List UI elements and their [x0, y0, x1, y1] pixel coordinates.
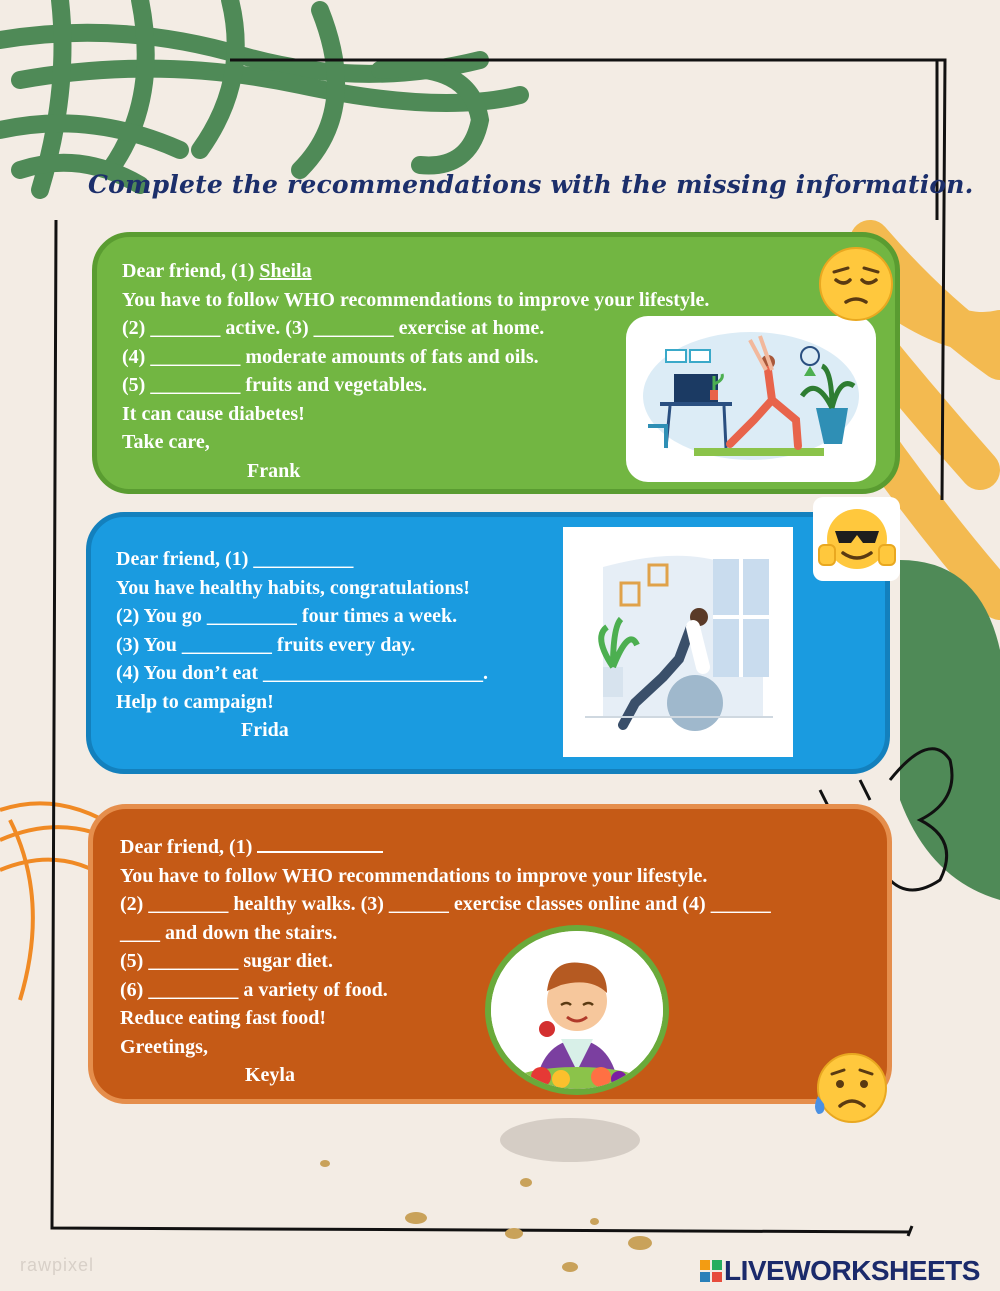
- card-line: (5) _________ fruits and vegetables.: [122, 374, 427, 396]
- card-line: You have healthy habits, congratulations!: [116, 576, 470, 599]
- card-greeting: Dear friend, (1): [120, 833, 887, 862]
- card-signature: Frank: [247, 459, 301, 482]
- card-line: (6) _________ a variety of food.: [120, 978, 388, 1001]
- card-line: (3) You _________ fruits every day.: [116, 633, 416, 656]
- crumb-decoration: [520, 1178, 532, 1187]
- liveworksheets-logo-icon: [700, 1257, 722, 1279]
- crumb-decoration: [405, 1212, 427, 1224]
- card-line: ____ and down the stairs.: [120, 921, 338, 944]
- crumb-decoration: [320, 1160, 330, 1167]
- answer-blank-1[interactable]: [257, 833, 383, 853]
- crumb-decoration: [628, 1236, 652, 1250]
- card-line: You have to follow WHO recommendations to improve your lifestyle.: [120, 864, 708, 887]
- card-line: You have to follow WHO recommendations to improve your lifestyle.: [122, 288, 710, 311]
- crumb-decoration: [562, 1262, 578, 1272]
- cool-thumbs-up-face-icon: [813, 497, 900, 581]
- liveworksheets-brand-text: LIVEWORKSHEETS: [724, 1255, 980, 1286]
- rawpixel-watermark: rawpixel: [20, 1255, 95, 1275]
- card-greeting: Dear friend, (1) __________: [116, 548, 354, 570]
- crumb-decoration: [505, 1228, 523, 1239]
- card-line: Help to campaign!: [116, 690, 274, 713]
- man-on-ball-image: [563, 527, 793, 757]
- recommendation-card-keyla: [88, 804, 892, 1104]
- card-line: (4) You don’t eat ______________________.: [116, 662, 489, 684]
- pensive-face-icon: [818, 246, 894, 327]
- card-signature: Keyla: [245, 1064, 295, 1086]
- card-line: (2) You go _________ four times a week.: [116, 605, 458, 627]
- crumb-decoration: [590, 1218, 599, 1225]
- instructions-title: Complete the recommendations with the missing information.: [88, 170, 974, 199]
- woman-exercising-image: [626, 316, 876, 482]
- card-line: (5) _________ sugar diet.: [120, 950, 333, 972]
- liveworksheets-logo[interactable]: [700, 1255, 980, 1287]
- card-line: (2) ________ healthy walks. (3) ______ exercise classes online and (4) ______: [120, 893, 771, 915]
- card-line: Greetings,: [120, 1035, 208, 1058]
- card-line: (2) _______ active. (3) ________ exercise at home.: [122, 317, 545, 339]
- answer-field-1[interactable]: Sheila: [259, 260, 312, 282]
- sad-sweat-face-icon: [808, 1050, 888, 1131]
- card-greeting: Dear friend, (1) Sheila: [122, 260, 312, 282]
- card-line: Take care,: [122, 431, 210, 453]
- card-line: Reduce eating fast food!: [120, 1007, 327, 1029]
- card-line: (4) _________ moderate amounts of fats and oils.: [122, 345, 539, 368]
- boy-eating-fruit-image: [485, 925, 669, 1095]
- card-signature: Frida: [241, 719, 289, 741]
- card-line: It can cause diabetes!: [122, 402, 305, 425]
